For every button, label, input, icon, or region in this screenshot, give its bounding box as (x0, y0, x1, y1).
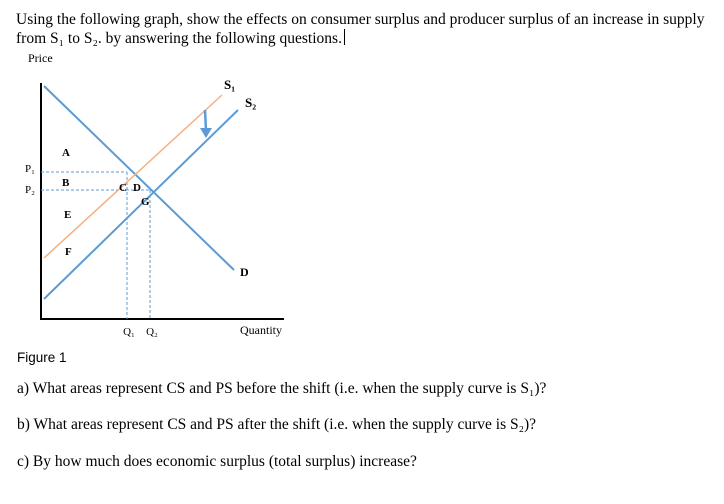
question-c: c) By how much does economic surplus (total surplus) increase? (17, 453, 417, 470)
area-label-a: A (62, 147, 70, 159)
area-label-e: E (64, 209, 72, 221)
curve-label-s1: S₁ (224, 77, 236, 92)
price-tick-p2: P₂ (25, 184, 35, 196)
curve-label-d: D (240, 265, 249, 279)
curve-label-s2: S₂ (245, 95, 257, 110)
area-label-d: D (133, 182, 141, 194)
y-axis-label: Price (28, 51, 53, 65)
question-a: a) What areas represent CS and PS before the shift (i.e. when the supply curve is S₁)? (17, 380, 547, 397)
area-label-c: C (119, 182, 127, 194)
quantity-tick-q1: Q₁ (123, 326, 135, 338)
area-label-g: G (141, 196, 150, 208)
area-label-b: B (62, 177, 70, 189)
x-axis-label: Quantity (240, 323, 282, 337)
price-tick-p1: P₁ (25, 163, 35, 175)
question-b: b) What areas represent CS and PS after the shift (i.e. when the supply curve is S₂)? (17, 416, 537, 433)
figure-caption: Figure 1 (17, 350, 67, 365)
area-label-f: F (65, 246, 72, 258)
question-intro-text: Using the following graph, show the effects on consumer surplus and producer surplus of an increase in supply from S₁ to S₂. by answering the following questions. (16, 11, 705, 47)
quantity-tick-q2: Q₂ (146, 326, 158, 338)
